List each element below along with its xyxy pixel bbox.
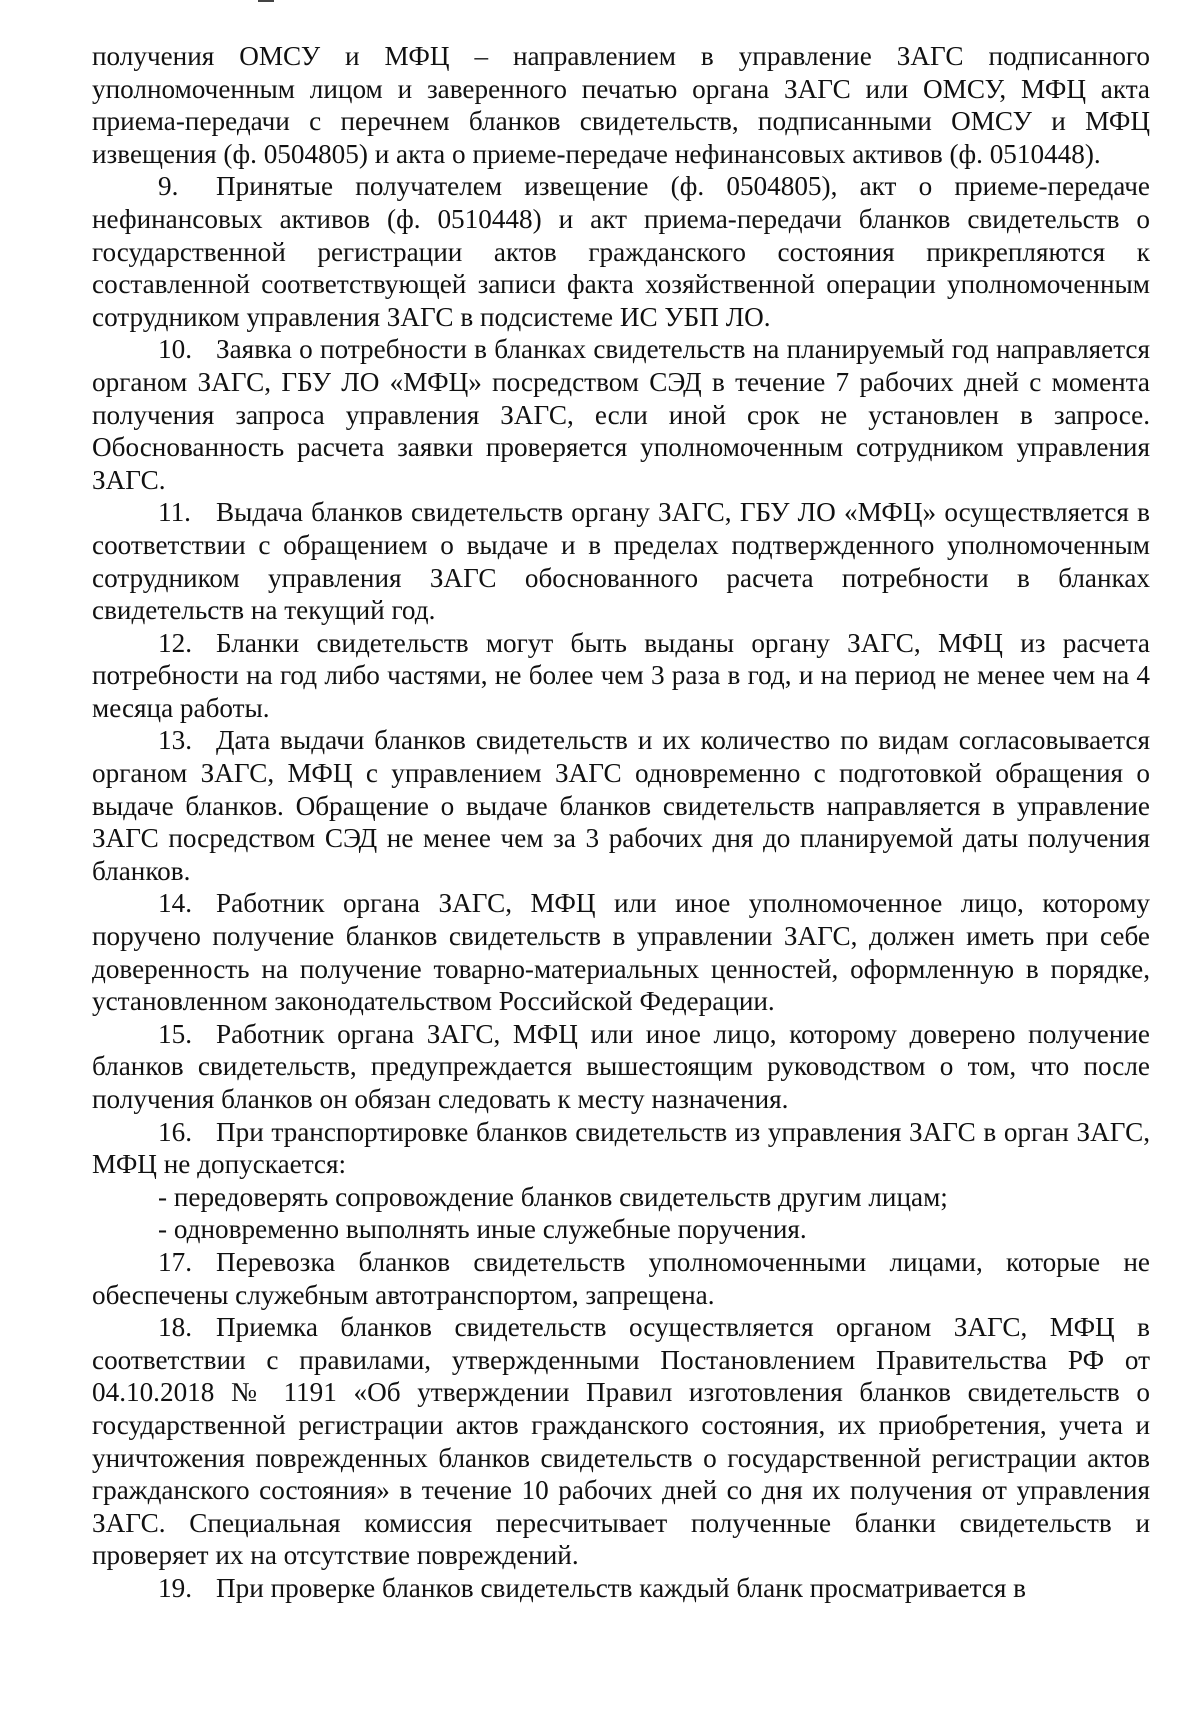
- paragraph-14: [92, 887, 1150, 1017]
- paragraph-text: Бланки свидетельств могут быть выданы органу ЗАГС, МФЦ из расчета потребности на год либо частями, не более чем 3 раза в год, и на период не менее чем на 4 месяца работы.: [92, 627, 1150, 723]
- list-item: - одновременно выполнять иные служебные поручения.: [158, 1214, 807, 1245]
- continuation-paragraph: получения ОМСУ и МФЦ – направлением в управление ЗАГС подписанного уполномоченным лицом и заверенного печатью органа ЗАГС или ОМСУ, МФЦ акта приема-передачи с перечнем бланков свидетельств, подписанными ОМСУ и МФЦ извещения (ф. 0504805) и акта о приеме-передаче нефинансовых активов (ф. 0510448).: [92, 41, 1150, 169]
- paragraph-text: Работник органа ЗАГС, МФЦ или иное лицо, которому доверено получение бланков свидетельств, предупреждается вышестоящим руководством о том, что после получения бланков он обязан следовать к месту назначения.: [92, 1018, 1150, 1114]
- paragraph-text: Выдача бланков свидетельств органу ЗАГС, ГБУ ЛО «МФЦ» осуществляется в соответствии с обращением о выдаче и в пределах подтвержденного уполномоченным сотрудником управления ЗАГС обоснованного расчета потребности в бланках свидетельств на текущий год.: [92, 497, 1150, 626]
- scan-mark: [258, 0, 274, 2]
- paragraph-number: 16.: [158, 1116, 192, 1147]
- paragraph-11: [92, 496, 1150, 626]
- paragraph-19: [92, 1572, 1150, 1605]
- paragraph-number: 19.: [158, 1572, 192, 1603]
- paragraph-number: 15.: [158, 1018, 192, 1049]
- paragraph-10: [92, 333, 1150, 496]
- list-item: - передоверять сопровождение бланков свидетельств другим лицам;: [158, 1181, 948, 1212]
- paragraph-17: [92, 1246, 1150, 1311]
- document-page: [92, 40, 1150, 1605]
- paragraph-number: 11.: [158, 497, 191, 528]
- paragraph-number: 18.: [158, 1312, 192, 1343]
- paragraph-text: Дата выдачи бланков свидетельств и их количество по видам согласовывается органом ЗАГС, МФЦ с управлением ЗАГС одновременно с подготовкой обращения о выдаче бланков. Обращение о выдаче бланков свидетельств направляется в управление ЗАГС посредством СЭД не менее чем за 3 рабочих дня до планируемой даты получения бланков.: [92, 725, 1150, 886]
- paragraph-text: Перевозка бланков свидетельств уполномоченными лицами, которые не обеспечены служебным автотранспортом, запрещена.: [92, 1246, 1150, 1310]
- paragraph-number: 17.: [158, 1246, 192, 1277]
- paragraph-text: При проверке бланков свидетельств каждый бланк просматривается в: [216, 1572, 1026, 1603]
- paragraph-9: [92, 170, 1150, 333]
- paragraph-text: Работник органа ЗАГС, МФЦ или иное уполномоченное лицо, которому поручено получение бланков свидетельств в управлении ЗАГС, должен иметь при себе доверенность на получение товарно-материальных ценностей, оформленную в порядке, установленном законодательством Российской Федерации.: [92, 888, 1150, 1017]
- paragraph-number: 14.: [158, 888, 192, 919]
- paragraph-18: [92, 1311, 1150, 1572]
- paragraph-text: Приемка бланков свидетельств осуществляется органом ЗАГС, МФЦ в соответствии с правилами, утвержденными Постановлением Правительства РФ от 04.10.2018 № 1191 «Об утверждении Правил изготовления бланков свидетельств о государственной регистрации актов гражданского состояния, их приобретения, учета и уничтожения поврежденных бланков свидетельств о государственной регистрации актов гражданского состояния» в течение 10 рабочих дней со дня их получения от управления ЗАГС. Специальная комиссия пересчитывает полученные бланки свидетельств и проверяет их на отсутствие повреждений.: [92, 1312, 1150, 1571]
- paragraph-number: 12.: [158, 627, 192, 658]
- paragraph-number: 10.: [158, 334, 192, 365]
- paragraph-text: Заявка о потребности в бланках свидетельств на планируемый год направляется органом ЗАГС, ГБУ ЛО «МФЦ» посредством СЭД в течение 7 рабочих дней с момента получения запроса управления ЗАГС, если иной срок не установлен в запросе. Обоснованность расчета заявки проверяется уполномоченным сотрудником управления ЗАГС.: [92, 334, 1150, 495]
- paragraph-text: Принятые получателем извещение (ф. 0504805), акт о приеме-передаче нефинансовых активов (ф. 0510448) и акт приема-передачи бланков свидетельств о государственной регистрации актов гражданского состояния прикрепляются к составленной соответствующей записи факта хозяйственной операции уполномоченным сотрудником управления ЗАГС в подсистеме ИС УБП ЛО.: [92, 171, 1150, 332]
- paragraph-16: [92, 1116, 1150, 1181]
- paragraph-12: [92, 627, 1150, 725]
- paragraph-15: [92, 1018, 1150, 1116]
- paragraph-number: 9.: [158, 171, 179, 202]
- paragraph-number: 13.: [158, 725, 192, 756]
- paragraph-text: При транспортировке бланков свидетельств из управления ЗАГС в орган ЗАГС, МФЦ не допускается:: [92, 1116, 1150, 1180]
- paragraph-13: [92, 724, 1150, 887]
